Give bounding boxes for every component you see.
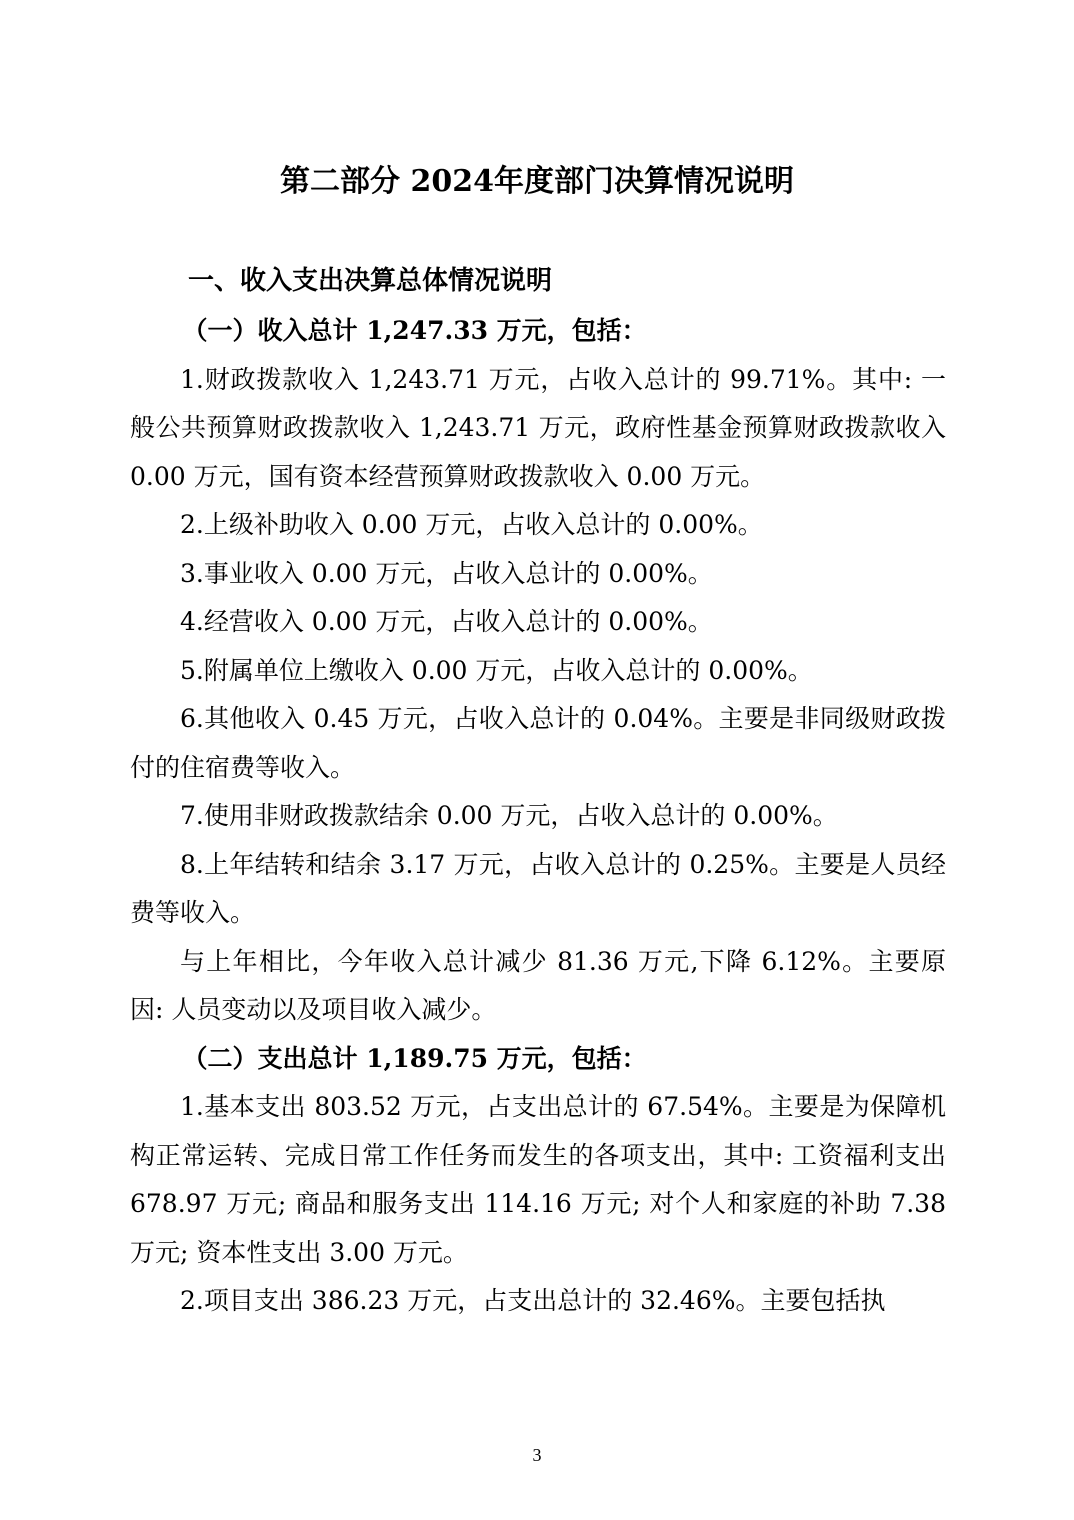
paragraph-project-expenditure: 2.项目支出 386.23 万元，占支出总计的 32.46%。主要包括执 (180, 1286, 886, 1315)
paragraph-basic-expenditure: 1.基本支出 803.52 万元，占支出总计的 67.54%。主要是为保障机构正常运转、完成日常工作任务而发生的各项支出，其中: 工资福利支出 678.97 万元; 商品和服务支出 114.16 万元; 对个人和家庭的补助 7.38 万元; 资本性支出 3.00 万元。 (130, 1092, 946, 1267)
paragraph-business-income: 3.事业收入 0.00 万元，占收入总计的 0.00%。 (180, 558, 713, 588)
page-number: 3 (532, 1445, 542, 1465)
paragraph-carryover: 8.上年结转和结余 3.17 万元，占收入总计的 0.25%。主要是人员经费等收入。 (130, 849, 946, 927)
document-body (130, 307, 946, 1326)
income-subheading: （一）收入总计 1,247.33 万元，包括： (182, 316, 647, 345)
paragraph-affiliated-units: 5.附属单位上缴收入 0.00 万元，占收入总计的 0.00%。 (180, 655, 813, 685)
document-title: 第二部分 2024年度部门决算情况说明 (280, 164, 794, 199)
paragraph-non-fiscal-surplus: 7.使用非财政拨款结余 0.00 万元，占收入总计的 0.00%。 (180, 801, 838, 830)
paragraph-superior-subsidy: 2.上级补助收入 0.00 万元，占收入总计的 0.00%。 (180, 510, 763, 539)
paragraph-other-income: 6.其他收入 0.45 万元，占收入总计的 0.04%。主要是非同级财政拨付的住宿费等收入。 (130, 704, 946, 782)
section-heading: 一、收入支出决算总体情况说明 (188, 266, 553, 296)
paragraph-fiscal-appropriation: 1.财政拨款收入 1,243.71 万元，占收入总计的 99.71%。其中: 一般公共预算财政拨款收入 1,243.71 万元，政府性基金预算财政拨款收入 0.00 万元，国有资本经营预算财政拨款收入 0.00 万元。 (130, 364, 946, 491)
paragraph-operating-income: 4.经营收入 0.00 万元，占收入总计的 0.00%。 (180, 607, 713, 636)
paragraph-year-comparison: 与上年相比，今年收入总计减少 81.36 万元,下降 6.12%。主要原因: 人员变动以及项目收入减少。 (130, 946, 946, 1024)
expenditure-subheading: （二）支出总计 1,189.75 万元，包括： (182, 1043, 647, 1073)
